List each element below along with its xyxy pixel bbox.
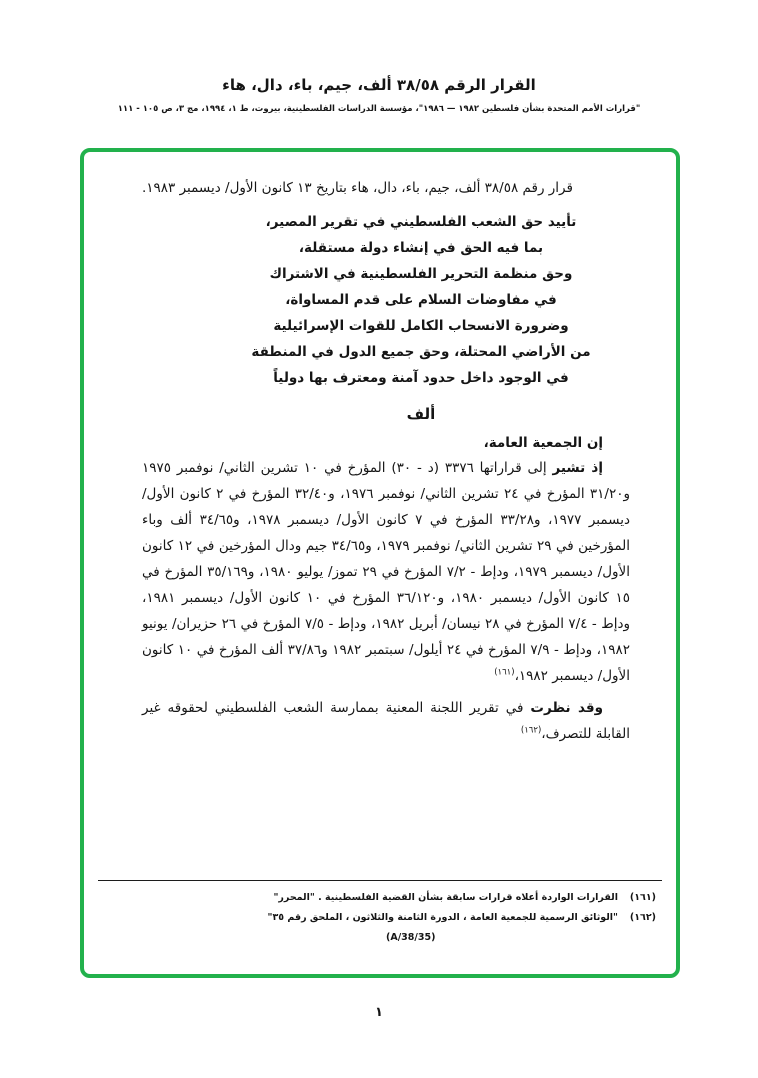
- preamble-considered-paragraph: [142, 695, 630, 747]
- paragraph-lead: إذ تشير: [552, 460, 603, 476]
- page-number: ١: [375, 1005, 383, 1020]
- heading-line: تأييد حق الشعب الفلسطيني في تقرير المصير،: [265, 214, 577, 230]
- paragraph-body: إلى قراراتها ٣٣٧٦ (د - ٣٠) المؤرخ في ١٠ تشرين الثاني/ نوفمبر ١٩٧٥ و٣١/٢٠ المؤرخ في ٢٤ تشرين الثاني/ نوفمبر ١٩٧٦، و٣٢/٤٠ المؤرخ في ٢ كانون الأول/ ديسمبر ١٩٧٧، و٣٣/٢٨ المؤرخ في ٧ كانون الأول/ ديسمبر ١٩٧٨، و٣٤/٦٥ ألف وباء المؤرخين في ٢٩ تشرين الثاني/ نوفمبر ١٩٧٩، و٣٤/٦٥ جيم ودال المؤرخين في ١٢ كانون الأول/ ديسمبر ١٩٧٩، ودإط - ٧/٢ المؤرخ في ٢٩ تموز/ يوليو ١٩٨٠، و٣٥/١٦٩ المؤرخ في ١٥ كانون الأول/ ديسمبر ١٩٨٠، و٣٦/١٢٠ المؤرخ في ١٠ كانون الأول/ ديسمبر ١٩٨١، ودإط - ٧/٤ المؤرخ في ٢٨ نيسان/ أبريل ١٩٨٢، ودإط - ٧/٥ المؤرخ في ٢٦ حزيران/ يونيو ١٩٨٢، ودإط - ٧/٩ المؤرخ في ٢٤ أيلول/ سبتمبر ١٩٨٢ و٣٧/٨٦ ألف المؤرخ في ١٠ كانون الأول/ ديسمبر ١٩٨٢،: [142, 460, 631, 684]
- footnote-number: (١٦٢): [629, 912, 656, 923]
- heading-line: بما فيه الحق في إنشاء دولة مستقلة،: [298, 240, 544, 256]
- heading-line: في مفاوضات السلام على قدم المساواة،: [285, 292, 557, 308]
- paragraph-body: في تقرير اللجنة المعنية بممارسة الشعب الفلسطيني لحقوقه غير القابلة للتصرف،: [142, 700, 630, 742]
- footnote-reference-161: (١٦١): [494, 667, 515, 678]
- resolution-heading: [212, 209, 630, 391]
- heading-line: في الوجود داخل حدود آمنة ومعترف بها دولياً: [273, 370, 569, 386]
- content-frame: [80, 148, 680, 978]
- footnote-text: "الوثائق الرسمية للجمعية العامة ، الدورة الثامنة والثلاثون ، الملحق رقم ٣٥": [267, 912, 618, 923]
- preamble-recalling-paragraph: [142, 455, 630, 689]
- frame-content: [84, 152, 676, 943]
- footnote-text: القرارات الواردة أعلاه قرارات سابقة بشأن القضية الفلسطينية . "المحرر": [273, 892, 618, 903]
- footnote-doc-symbol: (A/38/35): [386, 932, 436, 943]
- paragraph-lead: وقد نظرت: [530, 700, 603, 716]
- footnote-number: (١٦١): [629, 892, 656, 903]
- section-label-alef: ألف: [406, 405, 436, 423]
- source-citation: "قرارات الأمم المتحدة بشأن فلسطين ١٩٨٢ — ١٩٨٦"، مؤسسة الدراسات الفلسطينية، بيروت، ط ١، ١٩٩٤، مج ٣، ص ١٠٥ - ١١١: [117, 104, 641, 114]
- footnote-reference-162: (١٦٢): [520, 725, 542, 736]
- heading-line: وحق منظمة التحرير الفلسطينية في الاشتراك: [269, 266, 573, 282]
- assembly-line: إن الجمعية العامة،: [483, 435, 603, 451]
- footnote-161: [98, 888, 656, 908]
- footnote-162: [98, 908, 656, 928]
- document-header: [0, 0, 758, 114]
- heading-line: وضرورة الانسحاب الكامل للقوات الإسرائيلية: [273, 318, 569, 334]
- footnotes-section: [98, 880, 662, 948]
- heading-line: من الأراضي المحتلة، وحق جميع الدول في المنطقة: [251, 344, 591, 360]
- page-title: القرار الرقم ٣٨/٥٨ ألف، جيم، باء، دال، هاء: [222, 76, 536, 94]
- resolution-intro: قرار رقم ٣٨/٥٨ ألف، جيم، باء، دال، هاء بتاريخ ١٣ كانون الأول/ ديسمبر ١٩٨٣.: [142, 180, 573, 196]
